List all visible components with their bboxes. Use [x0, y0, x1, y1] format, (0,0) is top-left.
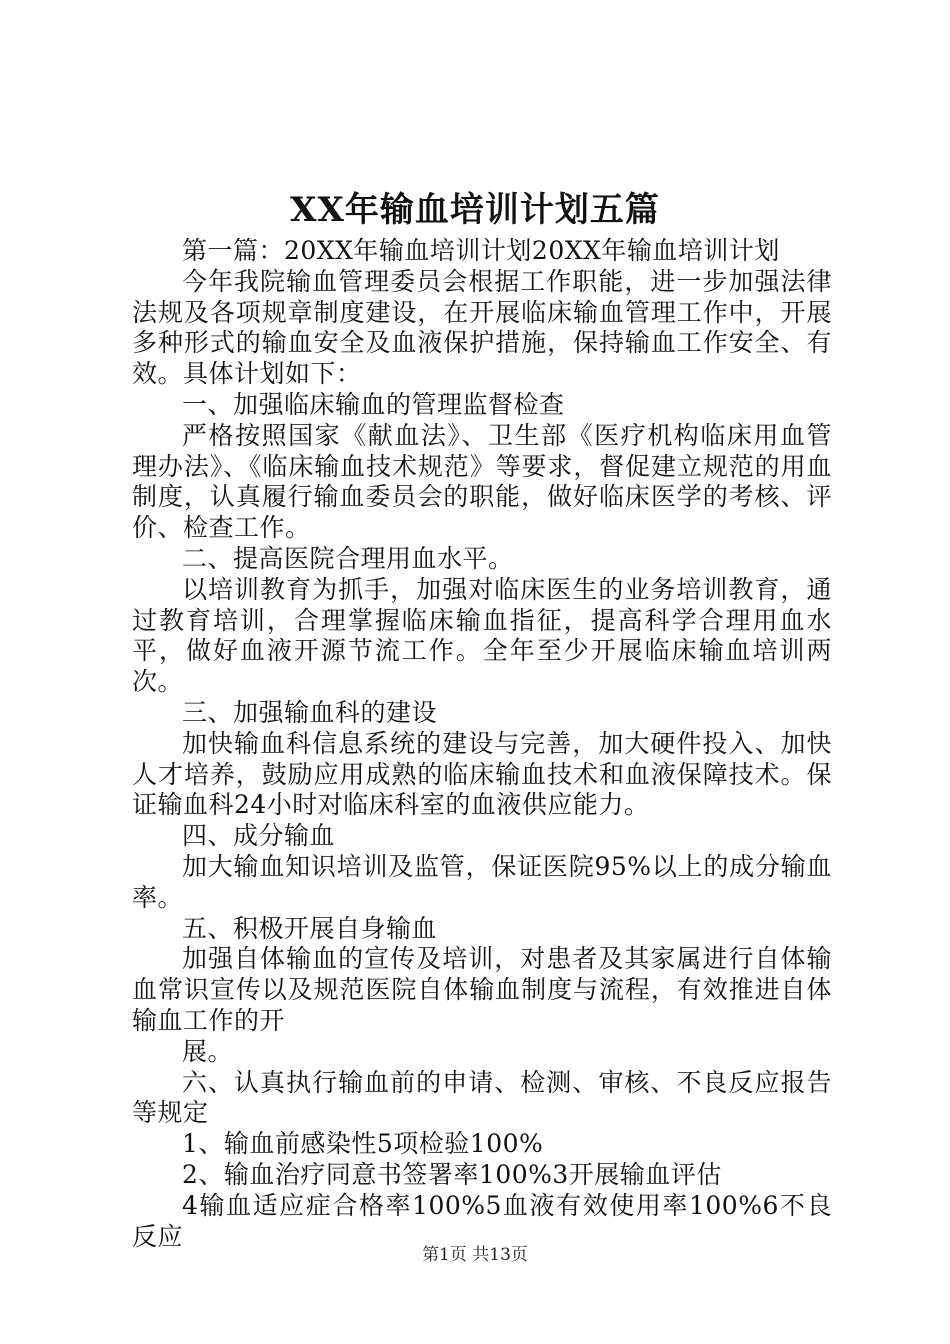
paragraph-heading-rational-use: 二、提高医院合理用血水平。 [182, 543, 514, 573]
paragraph-item-1: 1、输血前感染性5项检验100% [182, 1129, 544, 1159]
document-body [132, 236, 832, 1252]
paragraph-heading-department: 三、加强输血科的建设 [182, 697, 438, 727]
paragraph-item-2: 2、输血治疗同意书签署率100%3开展输血评估 [182, 1159, 722, 1189]
paragraph-autologous-tail: 展。 [182, 1036, 234, 1066]
document-title: XX年输血培训计划五篇 [290, 190, 660, 230]
paragraph-department-text: 加快输血科信息系统的建设与完善，加大硬件投入、加快人才培养，鼓励应用成熟的临床输血技术和血液保障技术。保证输血科24小时对临床科室的血液供应能力。 [132, 728, 832, 820]
paragraph-heading-component: 四、成分输血 [182, 821, 336, 851]
paragraph-section-heading-1: 第一篇：20XX年输血培训计划20XX年输血培训计划 [182, 236, 780, 265]
paragraph-intro: 今年我院输血管理委员会根据工作职能，进一步加强法律法规及各项规章制度建设，在开展临床输血管理工作中，开展多种形式的输血安全及血液保护措施，保持输血工作安全、有效。具体计划如下： [132, 266, 832, 389]
paragraph-rational-use-text: 以培训教育为抓手，加强对临床医生的业务培训教育，通过教育培训，合理掌握临床输血指征，提高科学合理用血水平，做好血液开源节流工作。全年至少开展临床输血培训两次。 [132, 574, 832, 697]
paragraph-item-4: 4输血适应症合格率100%5血液有效使用率100%6不良反应 [132, 1190, 832, 1251]
paragraph-heading-supervision: 一、加强临床输血的管理监督检查 [182, 389, 565, 419]
paragraph-heading-autologous: 五、积极开展自身输血 [182, 913, 438, 943]
paragraph-heading-regulations: 六、认真执行输血前的申请、检测、审核、不良反应报告等规定 [132, 1067, 832, 1128]
paragraph-autologous-text: 加强自体输血的宣传及培训，对患者及其家属进行自体输血常识宣传以及规范医院自体输血制度与流程，有效推进自体输血工作的开 [132, 944, 832, 1035]
paragraph-supervision-text: 严格按照国家《献血法》、卫生部《医疗机构临床用血管理办法》、《临床输血技术规范》等要求，督促建立规范的用血制度，认真履行输血委员会的职能，做好临床医学的考核、评价、检查工作。 [132, 420, 832, 543]
paragraph-component-text: 加大输血知识培训及监管，保证医院95%以上的成分输血率。 [132, 851, 832, 912]
page-footer: 第1页 共13页 [422, 1245, 528, 1265]
